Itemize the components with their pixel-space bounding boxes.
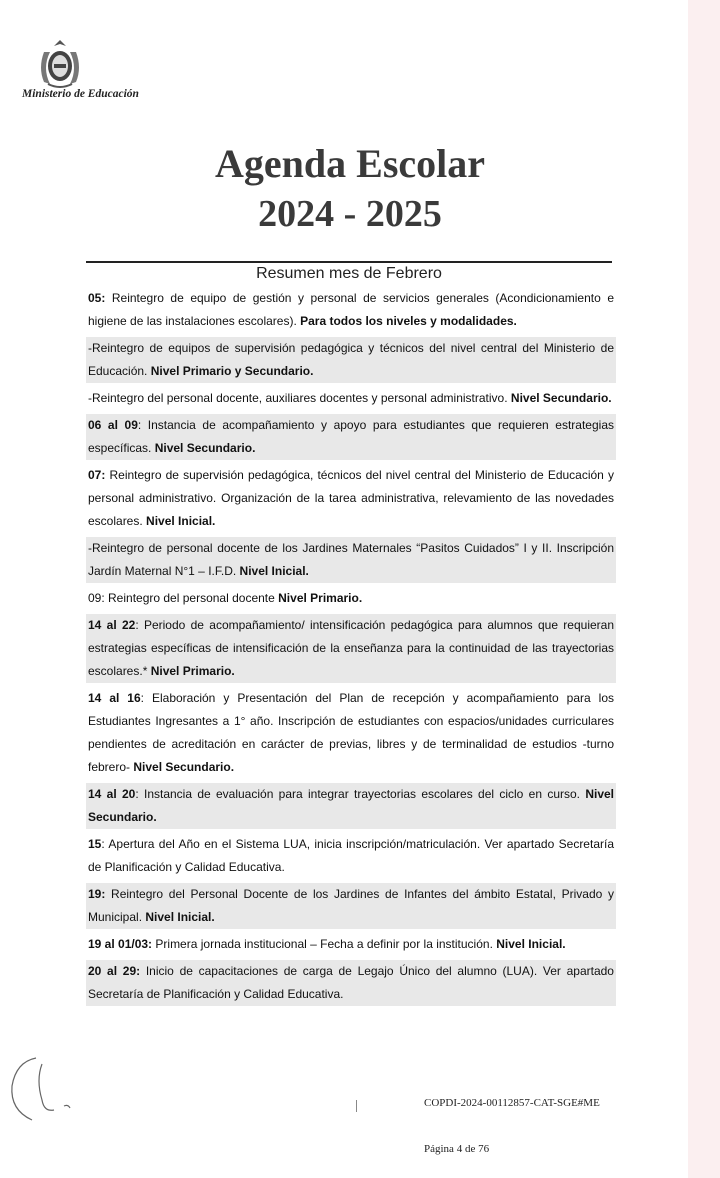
entry-level: Nivel Inicial. (146, 514, 216, 528)
entry-date: 14 al 22 (88, 618, 136, 632)
entry-text: Inicio de capacitaciones de carga de Legajo Único del alumno (LUA). Ver apartado Secretaría de Planificación y Calidad Educativa. (88, 964, 614, 1001)
entry-text: Reintegro del Personal Docente de los Jardines de Infantes del ámbito Estatal, Privado y Municipal. (88, 887, 614, 924)
entry-text: : Instancia de evaluación para integrar trayectorias escolares del ciclo en curso. (135, 787, 586, 801)
handwritten-signature (6, 1050, 76, 1130)
document-id: COPDI-2024-00112857-CAT-SGE#ME (424, 1097, 600, 1109)
entry-date: 14 al 16 (88, 691, 141, 705)
entry-text: 09: Reintegro del personal docente (88, 591, 279, 605)
entry-item (86, 783, 616, 829)
entry-item (86, 287, 616, 333)
entry-item (86, 337, 616, 383)
entry-item (86, 537, 616, 583)
entry-item (86, 883, 616, 929)
entry-text: -Reintegro de equipos de supervisión pedagógica y técnicos del nivel central del Ministerio de Educación. (88, 341, 614, 378)
entry-date: 15 (88, 837, 102, 851)
entry-text: : Apertura del Año en el Sistema LUA, inicia inscripción/matriculación. Ver apartado Secretaría de Planificación y Calidad Educativa. (88, 837, 614, 874)
entry-level: Nivel Primario y Secundario. (150, 364, 314, 378)
entry-date: 19 al 01/03: (88, 937, 153, 951)
document-title: Agenda Escolar (215, 141, 485, 186)
entry-item (86, 933, 616, 956)
entry-date: 06 al 09 (88, 418, 138, 432)
coat-of-arms-icon (30, 38, 90, 90)
entry-item (86, 960, 616, 1006)
entry-date: 05: (88, 291, 106, 305)
section-divider (86, 261, 612, 263)
entry-item (86, 614, 616, 683)
entry-level: Nivel Inicial. (496, 937, 566, 951)
entry-date: 07: (88, 468, 106, 482)
entry-level: Nivel Secundario. (154, 441, 256, 455)
document-years: 2024 - 2025 (258, 193, 442, 235)
page-number: Página 4 de 76 (424, 1143, 490, 1155)
scan-mark (356, 1100, 357, 1112)
entry-level: Nivel Secundario. (88, 787, 614, 824)
entry-level: Para todos los niveles y modalidades. (300, 314, 517, 328)
entry-item (86, 833, 616, 879)
entry-text: -Reintegro de personal docente de los Jardines Maternales “Pasitos Cuidados” I y II. Inscripción Jardín Maternal N°1 – I.F.D. (88, 541, 614, 578)
entry-text: Reintegro de equipo de gestión y personal de servicios generales (Acondicionamiento e higiene de las instalaciones escolares). (88, 291, 614, 328)
entry-item (86, 587, 616, 610)
entry-text: -Reintegro del personal docente, auxiliares docentes y personal administrativo. (88, 391, 511, 405)
entry-item (86, 387, 616, 410)
entry-text: : Periodo de acompañamiento/ intensificación pedagógica para alumnos que requieran estrategias específicas de intensificación de la enseñanza para la continuidad de las trayectorias escolares.* (88, 618, 614, 678)
entry-level: Nivel Primario. (150, 664, 235, 678)
entry-text: : Instancia de acompañamiento y apoyo para estudiantes que requieren estrategias específicas. (88, 418, 614, 455)
entry-level: Nivel Inicial. (239, 564, 309, 578)
entry-level: Nivel Secundario. (510, 391, 612, 405)
ministry-name: Ministerio de Educación (22, 88, 139, 100)
entry-level: Nivel Secundario. (133, 760, 235, 774)
entry-level: Nivel Primario. (278, 591, 363, 605)
entry-text: : Elaboración y Presentación del Plan de recepción y acompañamiento para los Estudiantes Ingresantes a 1° año. Inscripción de estudiantes con espacios/unidades curriculares pendientes de acreditación en carácter de previas, libres y de terminalidad de estudios -turno febrero- (88, 691, 615, 774)
entry-item (86, 464, 616, 533)
entry-date: 20 al 29: (88, 964, 141, 978)
entry-item (86, 414, 616, 460)
entries-list (86, 287, 616, 1010)
section-heading: Resumen mes de Febrero (256, 265, 442, 282)
entry-level: Nivel Inicial. (145, 910, 215, 924)
entry-item (86, 687, 616, 779)
side-margin (688, 0, 720, 1178)
entry-text: Primera jornada institucional – Fecha a definir por la institución. (152, 937, 497, 951)
entry-date: 14 al 20 (88, 787, 136, 801)
entry-date: 19: (88, 887, 106, 901)
entry-text: Reintegro de supervisión pedagógica, técnicos del nivel central del Ministerio de Educación y personal administrativo. Organización de la tarea administrativa, relevamiento de las novedades escolares. (88, 468, 614, 528)
